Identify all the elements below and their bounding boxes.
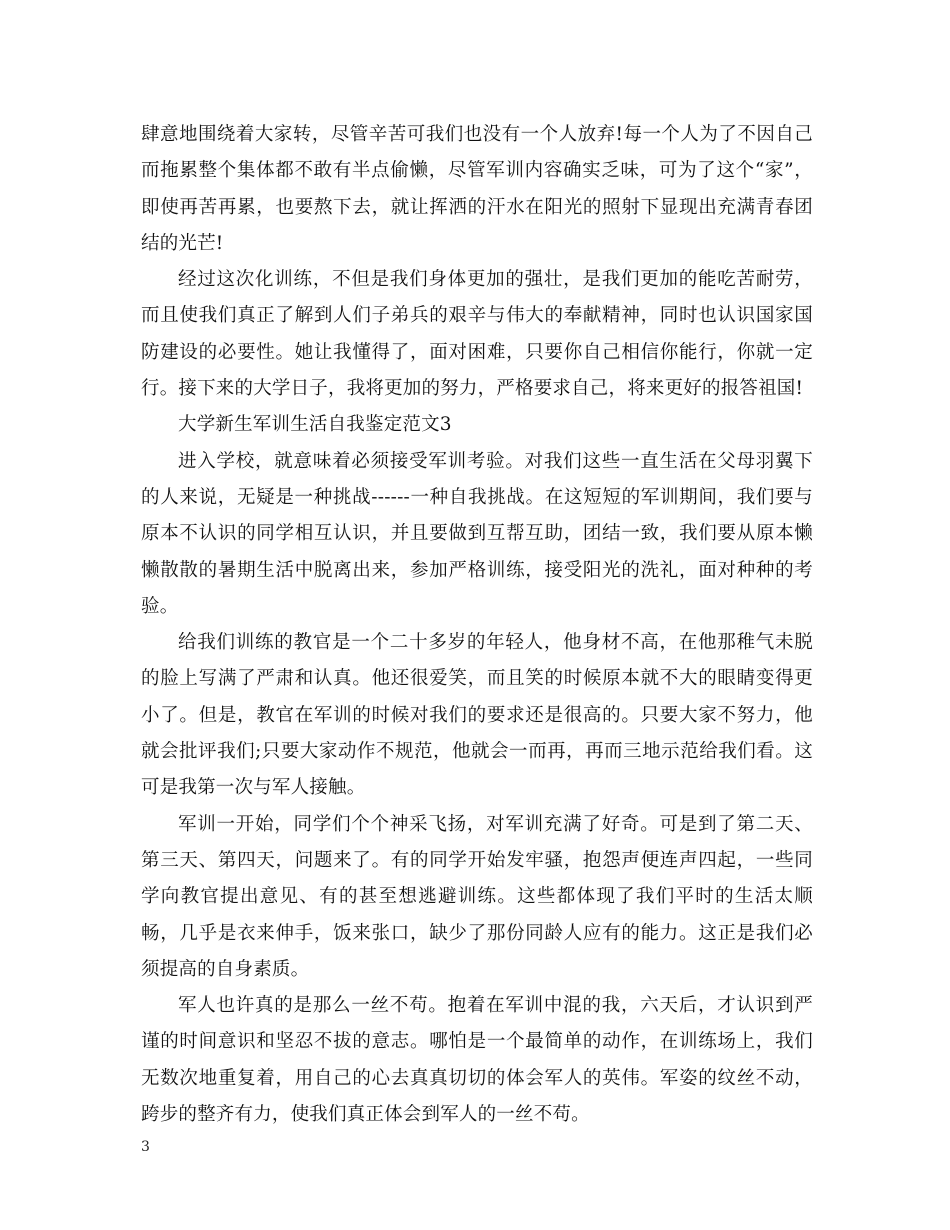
paragraph-training-start: 军训一开始，同学们个个神采飞扬，对军训充满了好奇。可是到了第二天、第三天、第四天，问题来了。有的同学开始发牢骚，抱怨声便连声四起，一些同学向教官提出意见、有的甚至想逃避训练。这些都体现了我们平时的生活太顺畅，几乎是衣来伸手，饭来张口，缺少了那份同龄人应有的能力。这正是我们必须提高的自身素质。 — [141, 813, 813, 980]
paragraph-training-reflection: 经过这次化训练，不但是我们身体更加的强壮，是我们更加的能吃苦耐劳，而且使我们真正了解到人们子弟兵的艰辛与伟大的奉献精神，同时也认识国家国防建设的必要性。她让我懂得了，面对困难，只要你自己相信你能行，你就一定行。接下来的大学日子，我将更加的努力，严格要求自己，将来更好的报答祖国! — [141, 269, 813, 400]
page-number: 3 — [141, 1139, 150, 1155]
paragraph-instructor: 给我们训练的教官是一个二十多岁的年轻人，他身材不高，在他那稚气未脱的脸上写满了严肃和认真。他还很爱笑，而且笑的时候原本就不大的眼睛变得更小了。但是，教官在军训的时候对我们的要求还是很高的。只要大家不努力，他就会批评我们;只要大家动作不规范，他就会一而再，再而三地示范给我们看。这可是我第一次与军人接触。 — [141, 632, 813, 799]
paragraph-continuation: 肆意地围绕着大家转，尽管辛苦可我们也没有一个人放弃!每一个人为了不因自己而拖累整个集体都不敢有半点偷懒，尽管军训内容确实乏味，可为了这个“家”，即使再苦再累，也要熬下去，就让挥洒的汗水在阳光的照射下显现出充满青春团结的光芒! — [141, 124, 813, 254]
document-body — [141, 117, 813, 1133]
section-heading: 大学新生军训生活自我鉴定范文3 — [178, 414, 452, 436]
paragraph-soldier-discipline: 军人也许真的是那么一丝不苟。抱着在军训中混的我，六天后，才认识到严谨的时间意识和坚忍不拔的意志。哪怕是一个最简单的动作，在训练场上，我们无数次地重复着，用自己的心去真真切切的体会军人的英伟。军姿的纹丝不动，跨步的整齐有力，使我们真正体会到军人的一丝不苟。 — [141, 995, 813, 1126]
paragraph-entering-school: 进入学校，就意味着必须接受军训考验。对我们这些一直生活在父母羽翼下的人来说，无疑是一种挑战------一种自我挑战。在这短短的军训期间，我们要与原本不认识的同学相互认识，并且要做到互帮互助，团结一致，我们要从原本懒懒散散的暑期生活中脱离出来，参加严格训练，接受阳光的洗礼，面对种种的考验。 — [141, 450, 813, 617]
